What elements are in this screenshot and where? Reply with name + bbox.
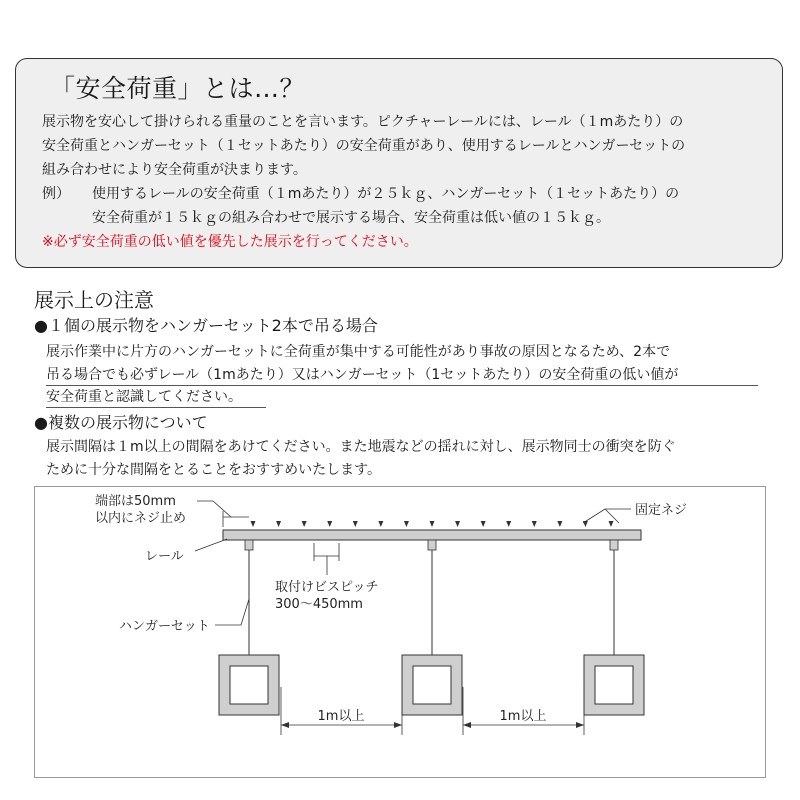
spacing-label-1: 1m以上 — [317, 709, 365, 724]
screw-marker — [353, 521, 358, 527]
arrow-head — [281, 722, 289, 728]
hanger-hook — [428, 540, 436, 550]
note-heading-multiple-items: ●複数の展示物について — [34, 413, 208, 432]
rail — [223, 530, 641, 540]
screw-marker — [609, 521, 614, 527]
pitch-label-line-2: 300〜450mm — [275, 597, 363, 612]
hanger-with-frame — [219, 540, 279, 715]
note-1-line-1: 展示作業中に片方のハンガーセットに全荷重が集中する可能性があり事故の原因となるため、2本で — [46, 344, 671, 360]
picture-frame-inner — [413, 666, 451, 704]
example-label: 例） — [42, 186, 70, 202]
rail-label: レール — [145, 549, 184, 564]
example-line-2: 安全荷重が１５ｋｇの組み合わせで展示する場合、安全荷重は低い値の１５ｋｇ。 — [92, 210, 610, 226]
rail-leader-line — [195, 539, 227, 551]
screw-marker — [532, 521, 537, 527]
hanger-hook — [245, 540, 253, 550]
picture-frame-inner — [595, 666, 633, 704]
example-line-1: 使用するレールの安全荷重（１mあたり）が２５ｋｇ、ハンガーセット（１セットあたり）の — [92, 186, 680, 202]
screw-marker — [506, 521, 511, 527]
screw-label: 固定ネジ — [635, 503, 688, 518]
screw-leader-line — [605, 509, 619, 523]
info-line-3: 組み合わせにより安全荷重が決まります。 — [42, 162, 307, 178]
screw-marker — [327, 521, 332, 527]
hanger-hook — [610, 540, 618, 550]
screw-marker — [430, 521, 435, 527]
arrow-head — [576, 722, 584, 728]
note-1-line-2: 吊る場合でも必ずレール（1mあたり）又はハンガーセット（1セットあたり）の安全荷重の低い値が — [46, 367, 679, 383]
note-1-line-3: 安全荷重と認識してください。 — [46, 389, 242, 405]
screw-marker — [455, 521, 460, 527]
screw-marker — [251, 521, 256, 527]
notes-title: 展示上の注意 — [34, 288, 154, 312]
hanger-label: ハンガーセット — [119, 619, 210, 634]
screw-marker — [276, 521, 281, 527]
arrow-head — [394, 722, 402, 728]
note-heading-two-hangers: ●１個の展示物をハンガーセット2本で吊る場合 — [34, 316, 378, 335]
edge-label-line-1: 端部は50mm — [95, 494, 176, 509]
hanger-with-frame — [584, 540, 644, 715]
spacing-label-2: 1m以上 — [499, 709, 547, 724]
hanger-sets — [219, 540, 644, 715]
warning-text: ※必ず安全荷重の低い値を優先した展示を行ってください。 — [42, 234, 418, 250]
screw-marker — [481, 521, 486, 527]
emphasis-underline — [46, 385, 758, 386]
info-title: 「安全荷重」とは…？ — [50, 74, 306, 103]
fixing-screws — [251, 521, 614, 527]
screw-marker — [378, 521, 383, 527]
screw-marker — [404, 521, 409, 527]
edge-leader-line — [197, 501, 231, 517]
edge-label-line-2: 以内にネジ止め — [95, 511, 187, 526]
info-line-1: 展示物を安心して掛けられる重量のことを言います。ピクチャーレールには、レール（１mあたり）の — [42, 114, 684, 130]
diagram-svg — [35, 487, 765, 777]
screw-marker — [302, 521, 307, 527]
picture-frame-inner — [230, 666, 268, 704]
hanger-leader-line — [215, 599, 249, 625]
emphasis-underline — [46, 407, 266, 408]
note-2-line-2: ために十分な間隔をとることをおすすめいたします。 — [46, 462, 382, 478]
hanging-diagram — [34, 486, 766, 778]
arrow-head — [463, 722, 471, 728]
pitch-label-line-1: 取付けビスピッチ — [275, 580, 379, 595]
note-2-line-1: 展示間隔は１m以上の間隔をあけてください。また地震などの揺れに対し、展示物同士の衝突を防ぐ — [46, 439, 676, 455]
screw-marker — [557, 521, 562, 527]
info-line-2: 安全荷重とハンガーセット（１セットあたり）の安全荷重があり、使用するレールとハンガーセットの — [42, 138, 686, 154]
hanger-with-frame — [402, 540, 462, 715]
